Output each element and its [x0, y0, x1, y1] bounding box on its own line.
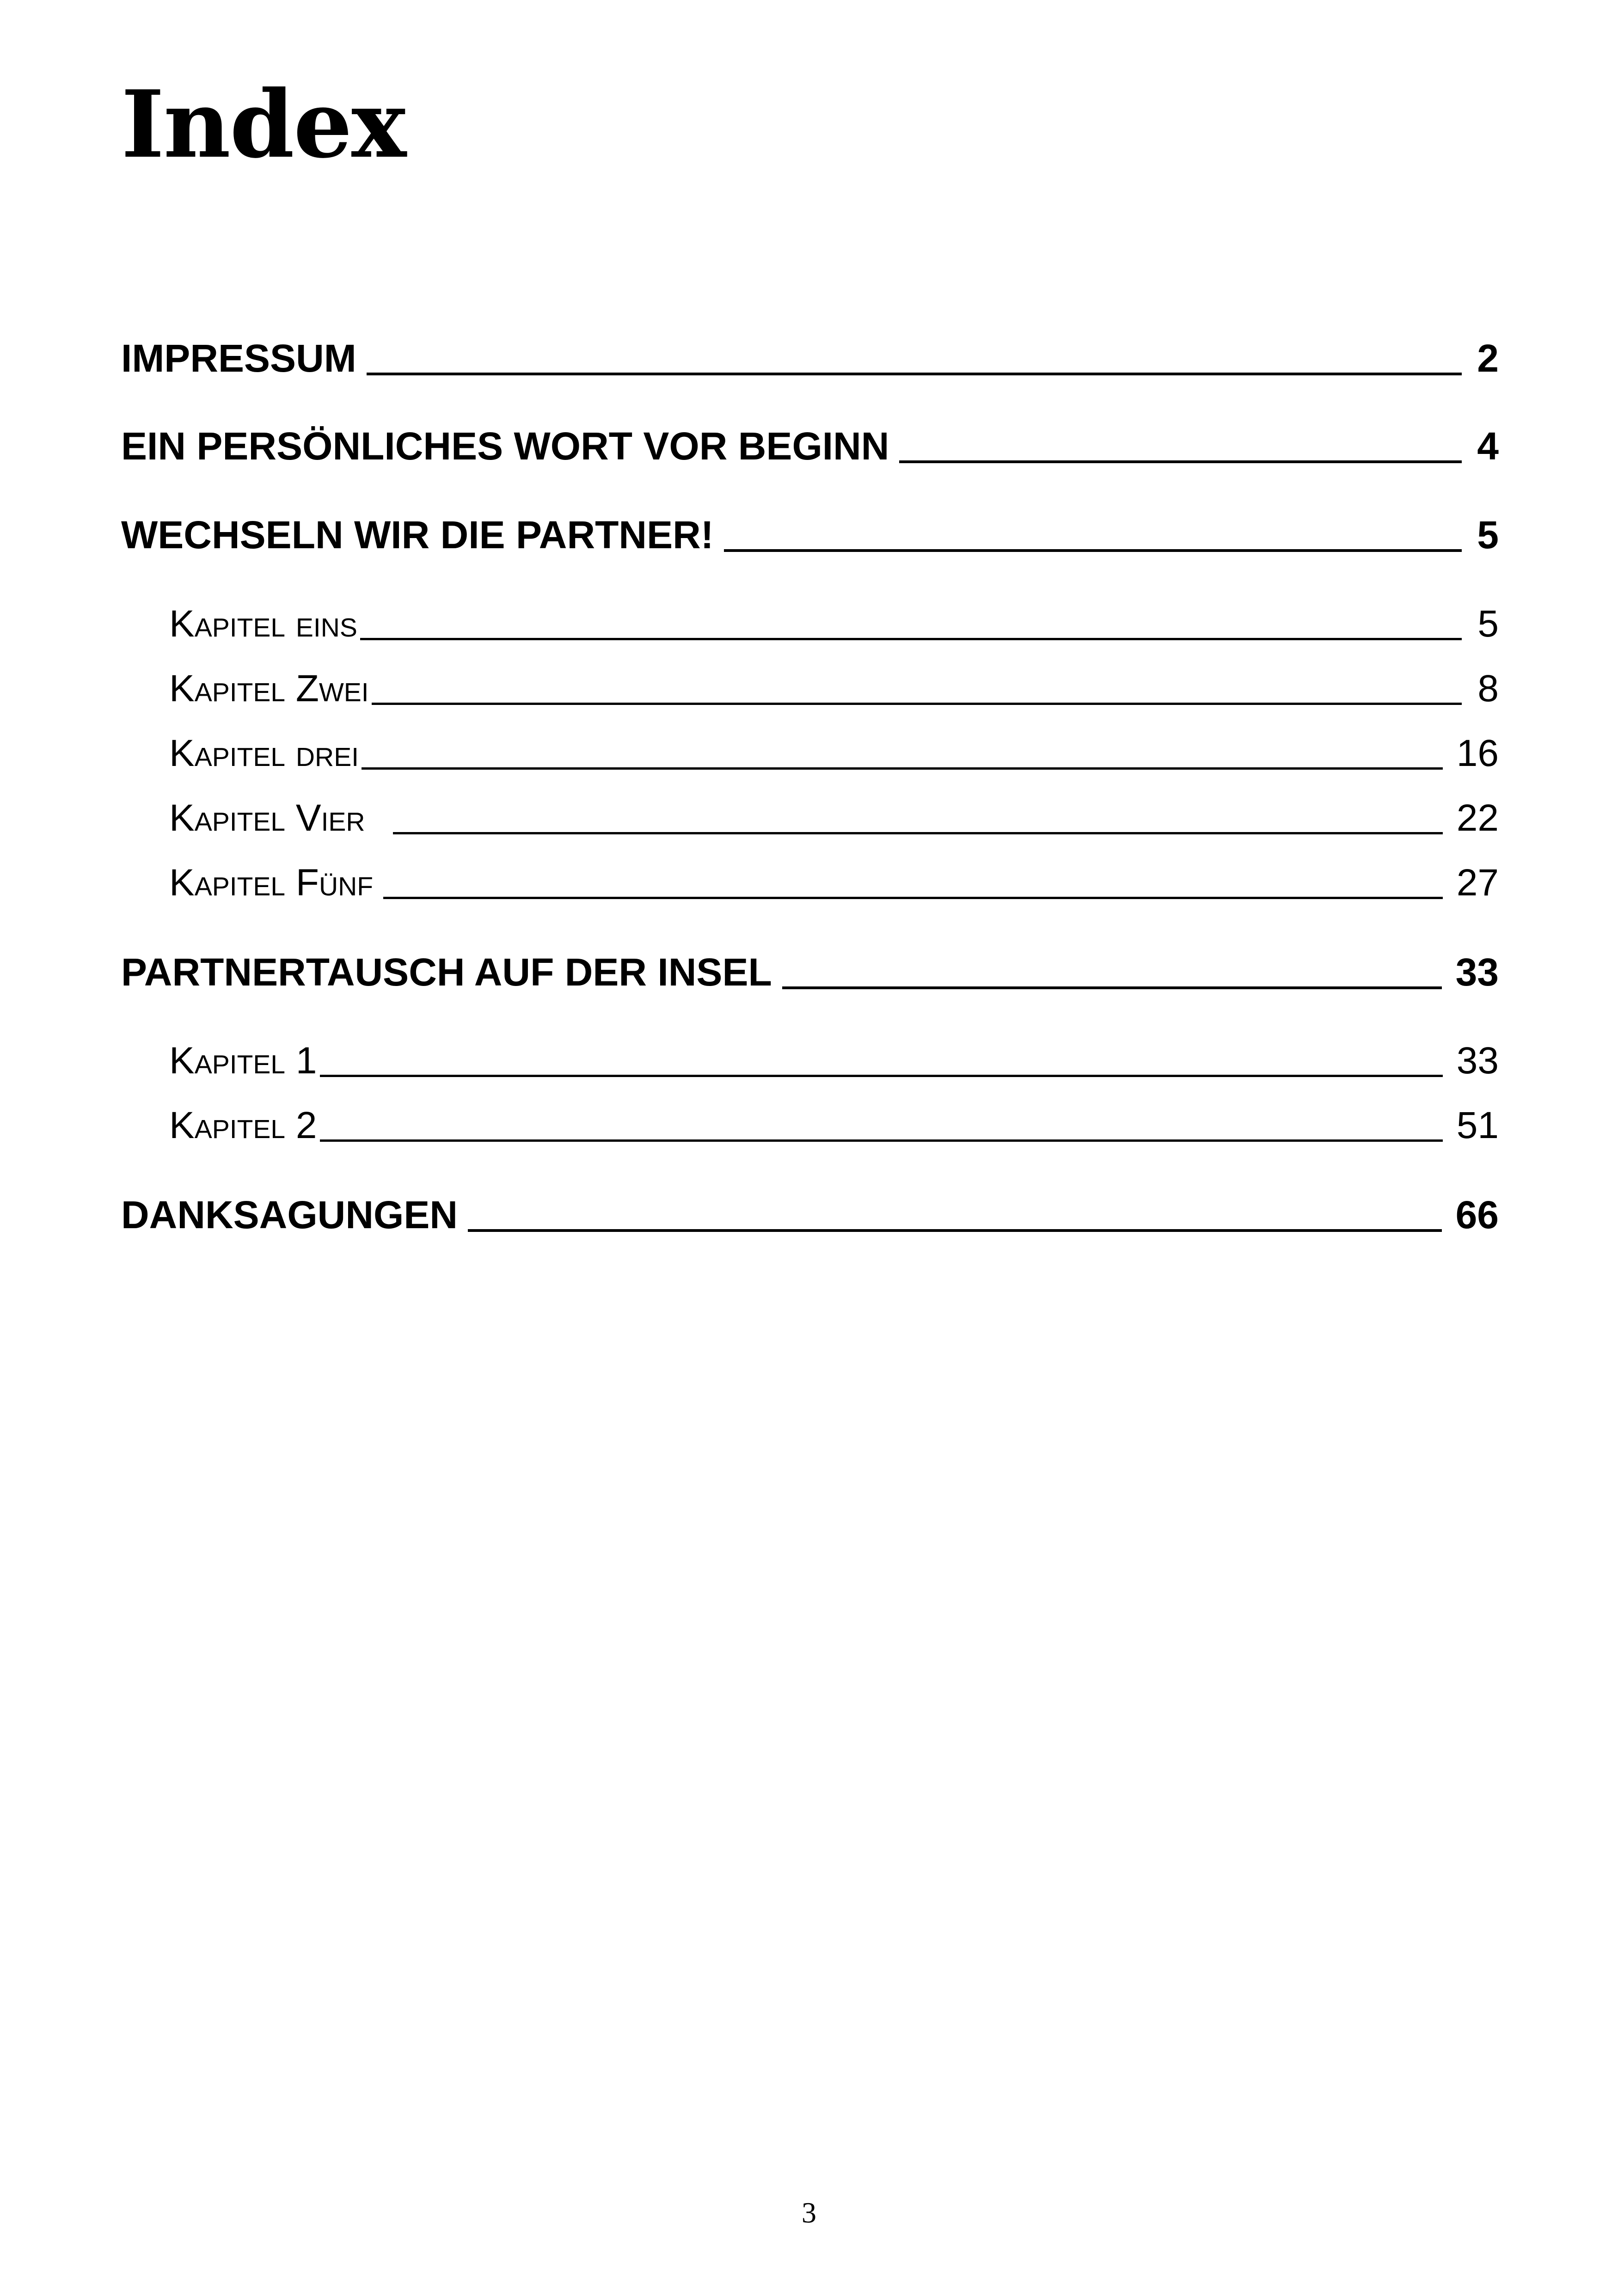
- toc-entry[interactable]: [121, 663, 1499, 714]
- toc-entry-page: 16: [1456, 732, 1499, 774]
- toc-leader-line: [320, 1075, 1443, 1077]
- toc-leader-line: [383, 897, 1443, 899]
- toc-entry-label: Kapitel Fünf: [169, 862, 374, 904]
- toc-entry-label: PARTNERTAUSCH AUF DER INSEL: [121, 950, 772, 994]
- toc-entry-page: 22: [1456, 797, 1499, 839]
- toc-leader-line: [372, 703, 1462, 705]
- toc-leader-line: [360, 638, 1462, 640]
- toc-leader-line: [468, 1229, 1442, 1232]
- toc-entry-page: 4: [1477, 424, 1499, 468]
- page-title: Index: [121, 70, 406, 179]
- toc-entry-label: Kapitel Vier: [169, 797, 365, 839]
- toc-entry-label: Kapitel 1: [169, 1040, 317, 1082]
- toc-entry-page: 27: [1456, 862, 1499, 904]
- toc-entry[interactable]: [121, 599, 1499, 649]
- toc-entry-page: 33: [1455, 950, 1499, 994]
- toc-entry[interactable]: [121, 857, 1499, 908]
- toc-entry-page: 5: [1477, 513, 1499, 557]
- toc-entry[interactable]: [121, 333, 1499, 384]
- toc-entry-label: Kapitel eins: [169, 603, 357, 645]
- toc-entry[interactable]: [121, 728, 1499, 779]
- toc-leader-line: [393, 832, 1443, 834]
- toc-entry[interactable]: [121, 1189, 1499, 1240]
- toc-entry-label: EIN PERSÖNLICHES WORT VOR BEGINN: [121, 424, 889, 468]
- toc-entry-label: WECHSELN WIR DIE PARTNER!: [121, 513, 714, 557]
- toc-entry-page: 66: [1455, 1193, 1499, 1237]
- toc-leader-line: [724, 549, 1462, 552]
- toc-entry[interactable]: [121, 421, 1499, 471]
- toc-entry[interactable]: [121, 1100, 1499, 1151]
- toc-entry[interactable]: [121, 509, 1499, 560]
- toc-entry-label: Kapitel Zwei: [169, 667, 369, 710]
- toc-entry[interactable]: [121, 1035, 1499, 1086]
- toc-leader-line: [362, 767, 1443, 770]
- toc-entry[interactable]: [121, 793, 1499, 844]
- table-of-contents: [121, 0, 1499, 2296]
- toc-leader-line: [782, 986, 1442, 989]
- toc-entry-label: Kapitel 2: [169, 1104, 317, 1146]
- page-number: 3: [802, 2196, 816, 2229]
- toc-entry[interactable]: [121, 947, 1499, 998]
- toc-entry-label: DANKSAGUNGEN: [121, 1193, 458, 1237]
- toc-entry-page: 51: [1456, 1104, 1499, 1146]
- toc-entry-page: 5: [1477, 603, 1499, 645]
- toc-leader-line: [899, 460, 1462, 463]
- toc-entry-page: 33: [1456, 1040, 1499, 1082]
- toc-entry-page: 8: [1477, 667, 1499, 710]
- toc-entry-page: 2: [1477, 337, 1499, 380]
- toc-leader-line: [367, 373, 1462, 375]
- toc-leader-line: [320, 1139, 1443, 1142]
- toc-entry-label: Kapitel drei: [169, 732, 359, 774]
- toc-entry-label: IMPRESSUM: [121, 337, 356, 380]
